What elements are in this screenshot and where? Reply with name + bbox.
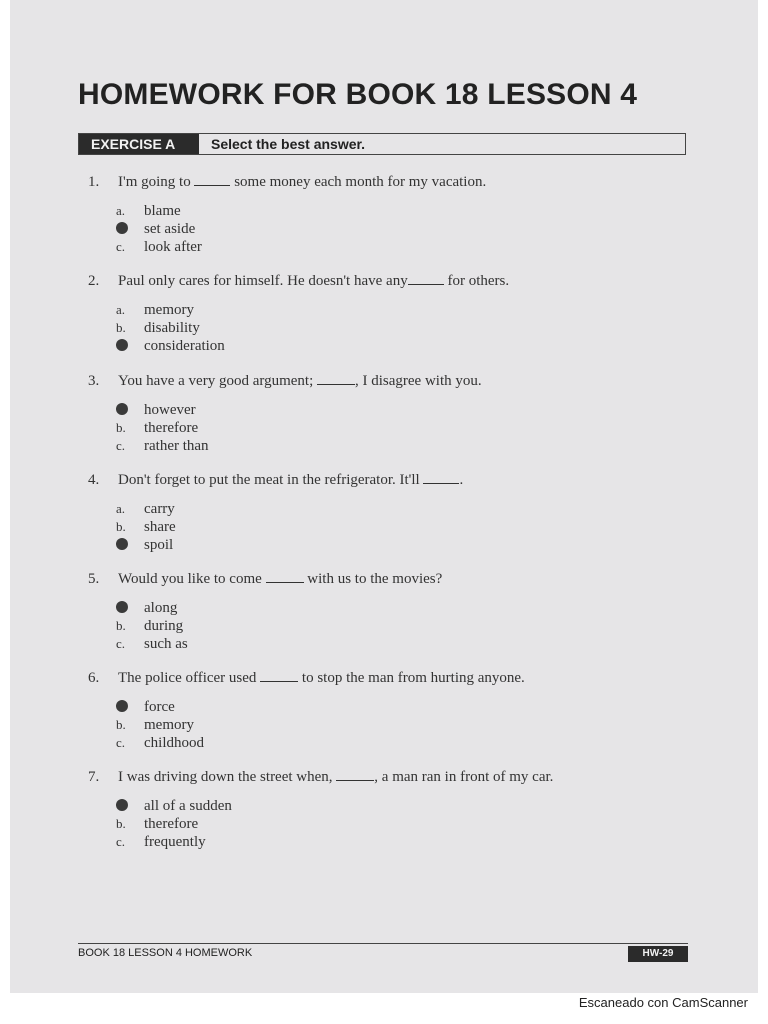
question-number: 6.	[88, 670, 100, 686]
question-number: 1.	[88, 174, 100, 190]
option-letter: c.	[116, 438, 126, 453]
question-text-start: Would you like to come	[118, 571, 266, 587]
option-letter: c.	[116, 636, 126, 651]
option-text: share	[144, 519, 176, 535]
answer-option-1-a[interactable]	[116, 202, 181, 220]
option-text: however	[144, 402, 196, 418]
answer-blank	[260, 669, 298, 682]
question-text-end: for others.	[443, 273, 510, 289]
answer-blank	[336, 768, 374, 781]
option-letter: c.	[116, 834, 126, 849]
option-text: set aside	[144, 221, 196, 237]
page-number-badge: HW-29	[628, 946, 688, 962]
question-6	[88, 669, 525, 687]
option-text: consideration	[144, 338, 225, 354]
option-text: all of a sudden	[144, 798, 232, 814]
footer-divider	[78, 943, 688, 944]
question-number: 7.	[88, 769, 100, 785]
answer-blank	[317, 372, 355, 385]
question-number: 2.	[88, 273, 100, 289]
question-text-end: , I disagree with you.	[355, 373, 482, 389]
option-text: spoil	[144, 537, 174, 553]
answer-option-6-a[interactable]	[116, 698, 175, 716]
option-text: force	[144, 699, 175, 715]
question-number: 4.	[88, 472, 100, 488]
answer-option-3-b[interactable]	[116, 419, 198, 437]
answer-option-6-c[interactable]	[116, 734, 204, 752]
footer-text: BOOK 18 LESSON 4 HOMEWORK	[78, 947, 253, 959]
question-7	[88, 768, 553, 786]
option-text: rather than	[144, 438, 209, 454]
answer-blank	[266, 570, 304, 583]
question-3	[88, 372, 482, 390]
question-number: 3.	[88, 373, 100, 389]
exercise-instruction: Select the best answer.	[211, 136, 366, 152]
question-2	[88, 272, 509, 290]
filled-circle-mark-icon	[116, 601, 128, 613]
answer-blank	[408, 272, 444, 285]
question-1	[88, 173, 486, 191]
option-letter: a.	[116, 501, 126, 516]
option-text: such as	[144, 636, 188, 652]
answer-option-1-c[interactable]	[116, 238, 202, 256]
answer-option-5-c[interactable]	[116, 635, 188, 653]
answer-option-4-c[interactable]	[116, 536, 173, 554]
answer-option-3-a[interactable]	[116, 401, 196, 419]
option-text: childhood	[144, 735, 204, 751]
answer-option-7-a[interactable]	[116, 797, 232, 815]
option-letter: c.	[116, 735, 126, 750]
option-letter: b.	[116, 717, 126, 732]
option-letter: b.	[116, 816, 126, 831]
answer-option-4-a[interactable]	[116, 500, 175, 518]
filled-circle-mark-icon	[116, 339, 128, 351]
answer-option-5-a[interactable]	[116, 599, 177, 617]
answer-option-1-b[interactable]	[116, 220, 195, 238]
question-text-start: You have a very good argument;	[118, 373, 317, 389]
exercise-label: EXERCISE A	[79, 134, 199, 154]
question-text-start: Paul only cares for himself. He doesn't have any	[118, 273, 408, 289]
page-title: HOMEWORK FOR BOOK 18 LESSON 4	[78, 78, 638, 111]
option-text: memory	[144, 302, 194, 318]
option-text: therefore	[144, 420, 199, 436]
filled-circle-mark-icon	[116, 222, 128, 234]
question-number: 5.	[88, 571, 100, 587]
option-text: carry	[144, 501, 175, 517]
option-text: disability	[144, 320, 200, 336]
question-5	[88, 570, 442, 588]
scanner-watermark: Escaneado con CamScanner	[578, 995, 748, 1010]
option-text: blame	[144, 203, 181, 219]
question-text-end: .	[459, 472, 464, 488]
option-letter: b.	[116, 618, 126, 633]
filled-circle-mark-icon	[116, 799, 128, 811]
answer-option-2-b[interactable]	[116, 319, 200, 337]
answer-option-5-b[interactable]	[116, 617, 183, 635]
question-text-start: The police officer used	[118, 670, 261, 686]
option-text: frequently	[144, 834, 206, 850]
question-text-start: Don't forget to put the meat in the refrigerator. It'll	[118, 472, 424, 488]
option-letter: c.	[116, 239, 126, 254]
answer-option-3-c[interactable]	[116, 437, 209, 455]
question-text-end: , a man ran in front of my car.	[374, 769, 554, 785]
question-text-end: to stop the man from hurting anyone.	[298, 670, 525, 686]
option-text: memory	[144, 717, 194, 733]
answer-option-7-b[interactable]	[116, 815, 198, 833]
answer-option-2-c[interactable]	[116, 337, 225, 355]
filled-circle-mark-icon	[116, 538, 128, 550]
question-4	[88, 471, 463, 489]
question-text-end: with us to the movies?	[303, 571, 443, 587]
filled-circle-mark-icon	[116, 403, 128, 415]
option-text: along	[144, 600, 178, 616]
answer-blank	[194, 173, 230, 186]
filled-circle-mark-icon	[116, 700, 128, 712]
question-text-start: I'm going to	[118, 174, 195, 190]
answer-option-4-b[interactable]	[116, 518, 176, 536]
option-letter: a.	[116, 203, 126, 218]
option-letter: b.	[116, 420, 126, 435]
option-letter: a.	[116, 302, 126, 317]
answer-option-7-c[interactable]	[116, 833, 206, 851]
answer-option-2-a[interactable]	[116, 301, 194, 319]
option-letter: b.	[116, 320, 126, 335]
option-text: therefore	[144, 816, 199, 832]
option-text: during	[144, 618, 184, 634]
option-letter: b.	[116, 519, 126, 534]
option-text: look after	[144, 239, 202, 255]
question-text-start: I was driving down the street when,	[118, 769, 337, 785]
question-text-end: some money each month for my vacation.	[230, 174, 487, 190]
exercise-header	[78, 133, 686, 155]
answer-blank	[423, 471, 459, 484]
answer-option-6-b[interactable]	[116, 716, 194, 734]
